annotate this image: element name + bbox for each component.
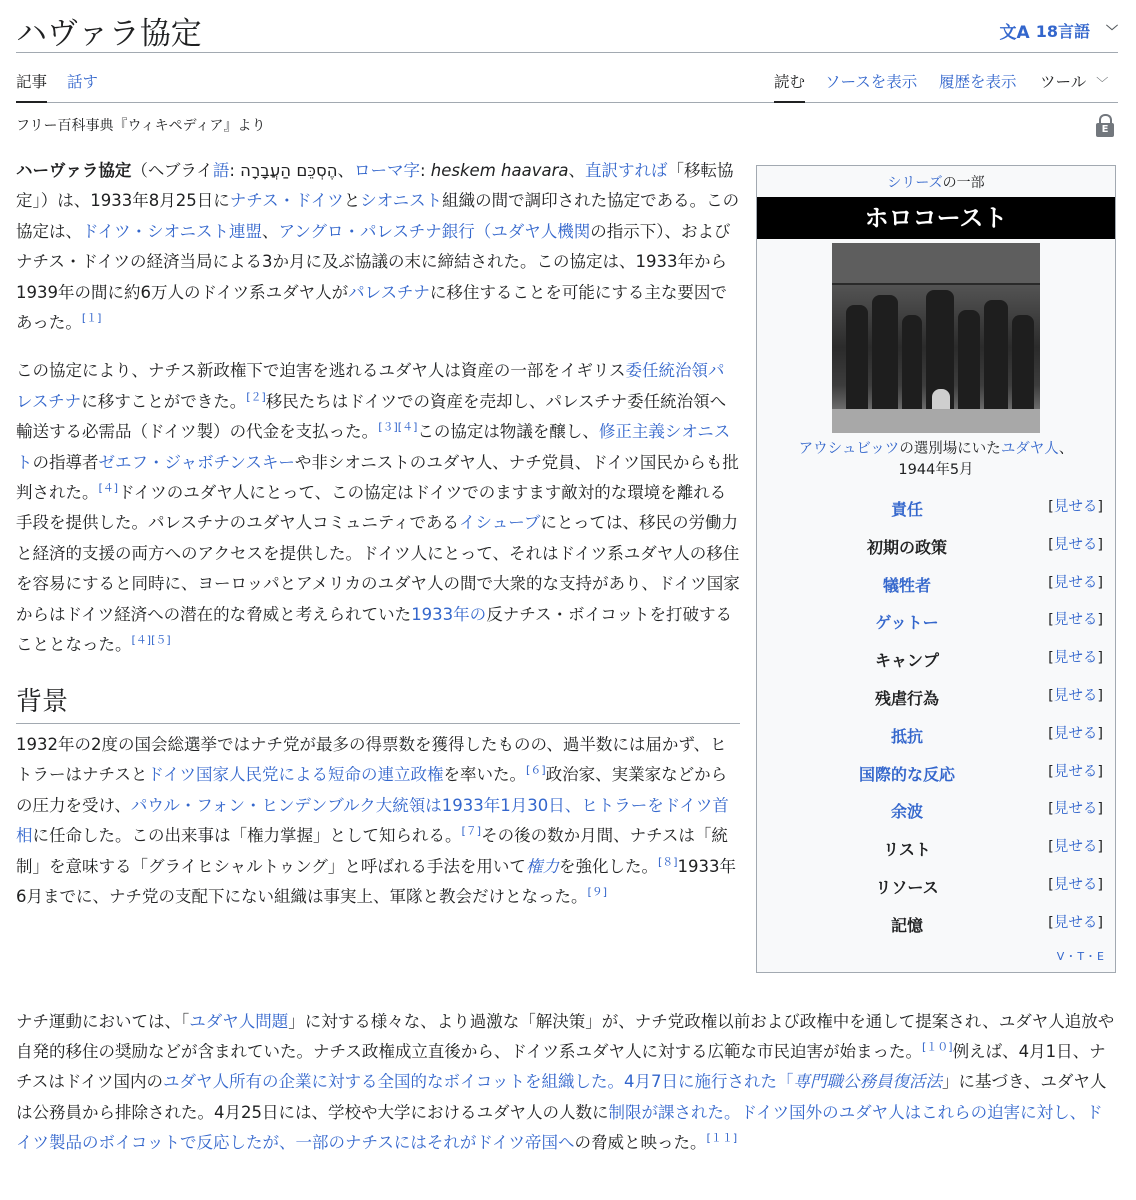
text: 権力掌握 [247, 826, 313, 846]
citation[interactable]: [４] [131, 633, 152, 647]
show-link[interactable]: 見せる [1053, 612, 1098, 629]
citation[interactable]: [２] [246, 390, 266, 404]
infobox-row-label: リスト [883, 840, 931, 860]
bracket: [ [1048, 725, 1054, 742]
show-toggle[interactable] [1048, 495, 1103, 516]
page-title: ハヴァラ協定 [16, 16, 202, 52]
text: の指示下）、およびナチス・ドイツの経済当局による3か月に及ぶ協議の末に締結された。この協定は、1933年から1939年の間に約6万人のドイツ系ユダヤ人が [16, 221, 731, 302]
show-toggle[interactable] [1048, 533, 1103, 554]
citation[interactable]: [１０] [922, 1040, 953, 1054]
infobox-row-label[interactable]: 国際的な反応 [858, 764, 955, 784]
link[interactable]: 直訳すれば [584, 161, 668, 180]
text: 移民たちはドイツでの資産を売却し、パレスチナ委任統治領へ輸送する必需品（ドイツ製）の代金を支払った。 [16, 391, 727, 442]
infobox-caption [757, 439, 1115, 481]
intro-paragraph [16, 156, 740, 338]
title-divider [16, 52, 1118, 53]
bracket: ] [1097, 839, 1103, 856]
bracket: ] [1097, 687, 1103, 704]
link[interactable]: 委任統治領パレスチナ [16, 361, 725, 411]
caption-text: の選別場にいた [899, 441, 1001, 457]
citation[interactable]: [５] [151, 633, 171, 647]
link[interactable]: ナチス・ドイツ [229, 191, 344, 211]
link[interactable]: ローマ字 [353, 161, 420, 180]
show-link[interactable]: 見せる [1053, 650, 1098, 667]
text: 1932年の2度の国会総選挙ではナチ党が最多の得票数を獲得したものの、過半数には届かず、ヒトラーはナチスと [16, 734, 727, 785]
link[interactable]: 1933年の [411, 604, 487, 624]
show-link[interactable]: 見せる [1053, 839, 1098, 856]
bracket: ] [1097, 801, 1103, 818]
show-toggle[interactable] [1048, 722, 1103, 743]
language-button[interactable] [1000, 18, 1118, 43]
infobox-row [757, 718, 1115, 756]
infobox-row-label[interactable]: 責任 [890, 500, 923, 519]
text: この協定は物議を醸し、 [417, 422, 599, 442]
link[interactable]: パレスチナ [348, 282, 430, 302]
bracket: [ [1048, 687, 1054, 704]
citation[interactable]: [１１] [706, 1131, 738, 1145]
show-link[interactable]: 見せる [1053, 687, 1098, 704]
text: 」に基づき、ユダヤ人は公務員から排除された。4月25日には、学校や大学におけるユダヤ人の人数に [16, 1072, 1107, 1122]
show-link[interactable]: 見せる [1053, 914, 1098, 931]
citation[interactable]: [１] [81, 311, 102, 325]
show-toggle[interactable] [1048, 760, 1103, 781]
text: 」に対する様々な、より過激な「解決策」が、ナチ党政権以前および政権中を通して提案され、ユダヤ人追放や自発的移住の奨励などが含まれていた。ナチス政権成立直後から、ドイツ系ユダヤ人に対する広範な市民迫害が始まった。 [16, 1012, 1115, 1062]
citation[interactable]: [３] [378, 420, 398, 434]
infobox-row [757, 831, 1115, 869]
text: 、ドイツ国民からも批判された。 [16, 452, 739, 503]
text: や非シオニストのユダヤ人、ナチ党員 [294, 452, 575, 472]
tab-read[interactable]: 読む [774, 70, 805, 92]
text: : [419, 161, 431, 180]
bracket: [ [1048, 839, 1054, 856]
link[interactable]: 権力 [525, 856, 559, 876]
infobox-row [757, 793, 1115, 831]
citation[interactable]: [４] [397, 420, 418, 434]
show-link[interactable]: 見せる [1053, 536, 1098, 553]
infobox-row-label: リソース [875, 877, 939, 897]
text: 「移転協定」）は、1933年8月25日に [16, 161, 734, 211]
bracket: ] [1097, 612, 1103, 629]
lock-icon[interactable] [1096, 114, 1114, 138]
text: 政治家、実業家などからの圧力を受け、 [16, 765, 728, 815]
bracket: [ [1048, 763, 1054, 780]
text: この協定により、ナチス新政権下で迫害を逃れるユダヤ人は資産の一部をイギリス [16, 361, 626, 381]
show-link[interactable]: 見せる [1053, 725, 1098, 742]
infobox-row-label: 初期の政策 [866, 537, 947, 557]
show-link[interactable]: 見せる [1053, 876, 1098, 893]
infobox-row-label[interactable]: 抵抗 [890, 726, 923, 746]
text: 例えば、4月1日、ナチスはドイツ国内の [16, 1042, 1106, 1092]
bracket: [ [1048, 801, 1054, 818]
lock-letter: E [1096, 123, 1114, 137]
infobox-row-label: キャンプ [874, 651, 939, 671]
infobox-row [757, 529, 1115, 567]
text: の脅威と映った。 [574, 1132, 707, 1152]
infobox-row [757, 907, 1115, 945]
bracket: ] [1097, 763, 1103, 780]
link[interactable]: 専門職公務員復活法 [793, 1072, 943, 1092]
infobox-row [757, 491, 1115, 529]
article-content-wide [16, 1007, 1116, 1158]
infobox-title: ホロコースト [757, 197, 1115, 239]
show-toggle[interactable] [1048, 608, 1103, 629]
show-toggle[interactable] [1048, 873, 1103, 894]
bracket: [ [1048, 914, 1054, 931]
infobox-row-label: 残虐行為 [874, 688, 939, 708]
link[interactable]: ゼエフ・ジャボチンスキー [98, 452, 295, 472]
paragraph [16, 356, 740, 660]
tab-history[interactable]: 履歴を表示 [939, 73, 1017, 91]
site-subtitle: フリー百科事典『ウィキペディア』より [16, 118, 266, 134]
chevron-down-icon: ﹀ [1105, 24, 1118, 38]
citation[interactable]: [６] [526, 763, 546, 777]
link[interactable]: シオニスト [360, 191, 443, 211]
infobox-photo[interactable] [832, 243, 1040, 433]
text: ナチ運動においては、「 [16, 1012, 190, 1031]
infobox-row [757, 756, 1115, 794]
caption-link[interactable]: ユダヤ人 [1000, 441, 1059, 457]
text: 、 [262, 221, 279, 241]
show-link[interactable]: 見せる [1053, 801, 1098, 818]
chevron-down-icon: ﹀ [1096, 76, 1109, 90]
paragraph [16, 1007, 1116, 1158]
text: 反ナチス・ボイコットを打破することとなった。 [16, 604, 733, 655]
caption-text: 、 [1058, 441, 1074, 457]
show-toggle[interactable] [1048, 835, 1103, 856]
show-toggle[interactable] [1048, 571, 1103, 592]
infobox-sidebar [756, 165, 1116, 973]
show-toggle[interactable] [1048, 911, 1103, 932]
link[interactable]: ドイツ国家人民党による短命の連立政権 [147, 765, 444, 785]
bracket: ] [1097, 574, 1103, 591]
infobox-rows [757, 491, 1115, 945]
text: を強化した。 [558, 856, 658, 876]
text: に移住することを可能にする主な要因であった。 [16, 282, 727, 333]
text: にとっては、移民の労働力と経済的支援の両方へのアクセスを提供した。ドイツ人にとって、それはドイツ系ユダヤ人の移住を容易にすると同時に、ヨーロッパとアメリカのユダヤ人の間で大衆的な支持があり、ドイツ国家からはドイツ経済への潜在的な脅威と考えられていた [16, 513, 740, 624]
citation[interactable]: [８] [657, 855, 678, 869]
infobox-row [757, 869, 1115, 907]
tab-talk[interactable]: 話す [67, 73, 99, 91]
link[interactable]: ユダヤ人所有の企業に対する全国的なボイコットを組織した。4月7日に施行された「 [163, 1072, 794, 1092]
show-link[interactable]: 見せる [1053, 574, 1098, 591]
infobox-row-label: 記憶 [890, 915, 923, 935]
text: と [343, 191, 361, 211]
text: に任命した。この出来事は「 [32, 826, 247, 846]
bracket: [ [1048, 499, 1054, 515]
link[interactable]: アングロ・パレスチナ銀行（ユダヤ人機関 [278, 221, 591, 241]
text: （ヘブライ [131, 161, 213, 180]
link[interactable]: ユダヤ人問題 [189, 1012, 289, 1031]
vte-links[interactable]: V・T・E [1056, 950, 1105, 963]
infobox-row [757, 680, 1115, 718]
tab-article[interactable]: 記事 [16, 70, 47, 92]
text: に移すことができた。 [81, 391, 247, 411]
infobox-row [757, 567, 1115, 605]
infobox-row [757, 642, 1115, 680]
text: の指導者 [32, 452, 99, 472]
series-link[interactable]: シリーズ [887, 175, 943, 191]
infobox-series [757, 172, 1115, 192]
show-link[interactable]: 見せる [1053, 499, 1098, 515]
italic-text: heskem haavara [430, 161, 569, 180]
link[interactable]: パウル・フォン・ヒンデンブルク大統領は1933年1月30日、ヒトラーをドイツ首相 [16, 795, 729, 846]
link[interactable]: 修正主義シオニスト [16, 422, 731, 472]
show-toggle[interactable] [1048, 684, 1103, 705]
page-tabs [16, 68, 1118, 103]
bracket: ] [1097, 725, 1103, 742]
bracket: [ [1048, 574, 1054, 591]
bracket: [ [1048, 536, 1054, 553]
section-heading: 背景 [16, 687, 740, 724]
bracket: ] [1097, 876, 1103, 893]
text: 1933年6月までに、ナチ党の支配下にない組織は事実上、軍隊と教会だけとなった。 [16, 856, 737, 906]
text: ドイツのユダヤ人にとって、この協定はドイツでのますます敵対的な環境を離れる手段を提供した。パレスチナのユダヤ人コミュニティである [16, 483, 727, 533]
bracket: ] [1097, 499, 1103, 515]
bracket: [ [1048, 876, 1054, 893]
bold-term: ハーヴァラ協定 [16, 161, 132, 180]
infobox-row-label[interactable]: 余波 [890, 802, 923, 822]
bracket: [ [1048, 612, 1054, 629]
show-toggle[interactable] [1048, 797, 1103, 818]
tools-menu[interactable] [1040, 70, 1108, 92]
series-text: の一部 [942, 175, 985, 191]
infobox-row-label[interactable]: 犠牲者 [882, 575, 931, 595]
link[interactable]: イシューブ [459, 513, 541, 533]
bracket: ] [1097, 650, 1103, 667]
show-toggle[interactable] [1048, 646, 1103, 667]
citation[interactable]: [７] [461, 824, 482, 838]
text: 」として知られる。 [313, 826, 462, 846]
infobox-row [757, 604, 1115, 642]
caption-date: 1944年5月 [898, 462, 974, 478]
caption-link[interactable]: アウシュビッツ [798, 441, 900, 457]
text: 、 [568, 161, 585, 180]
bracket: [ [1048, 650, 1054, 667]
paragraph [16, 730, 740, 912]
bracket: ] [1097, 536, 1103, 553]
text: : הֶסְכֵּם הַעֲבָרָה、 [229, 161, 354, 180]
text: その後の数か月間、ナチスは「統制」を意味する「グライヒシャルトゥング」と呼ばれる手法を用いて [16, 826, 728, 876]
article-content [16, 156, 740, 930]
bracket: ] [1097, 914, 1103, 931]
link[interactable]: 語 [212, 161, 230, 180]
link[interactable]: 制限が課された。ドイツ国外のユダヤ人はこれらの迫害に対し、ドイツ製品のボイコットで反応したが、一部のナチスにはそれがドイツ帝国へ [16, 1102, 1103, 1152]
link[interactable]: ドイツ・シオニスト連盟 [82, 221, 263, 241]
citation[interactable]: [４] [98, 481, 119, 495]
infobox-row-label[interactable]: ゲットー [875, 613, 939, 633]
citation[interactable]: [９] [587, 885, 608, 899]
text: を率いた。 [443, 765, 527, 785]
translate-icon: 文A [999, 23, 1030, 43]
show-link[interactable]: 見せる [1053, 763, 1098, 780]
tab-view-source[interactable]: ソースを表示 [825, 73, 918, 91]
tools-label: ツール [1040, 73, 1087, 91]
text: 組織の間で調印された協定である。この協定は、 [16, 191, 740, 241]
language-count: 18言語 [1035, 22, 1090, 41]
